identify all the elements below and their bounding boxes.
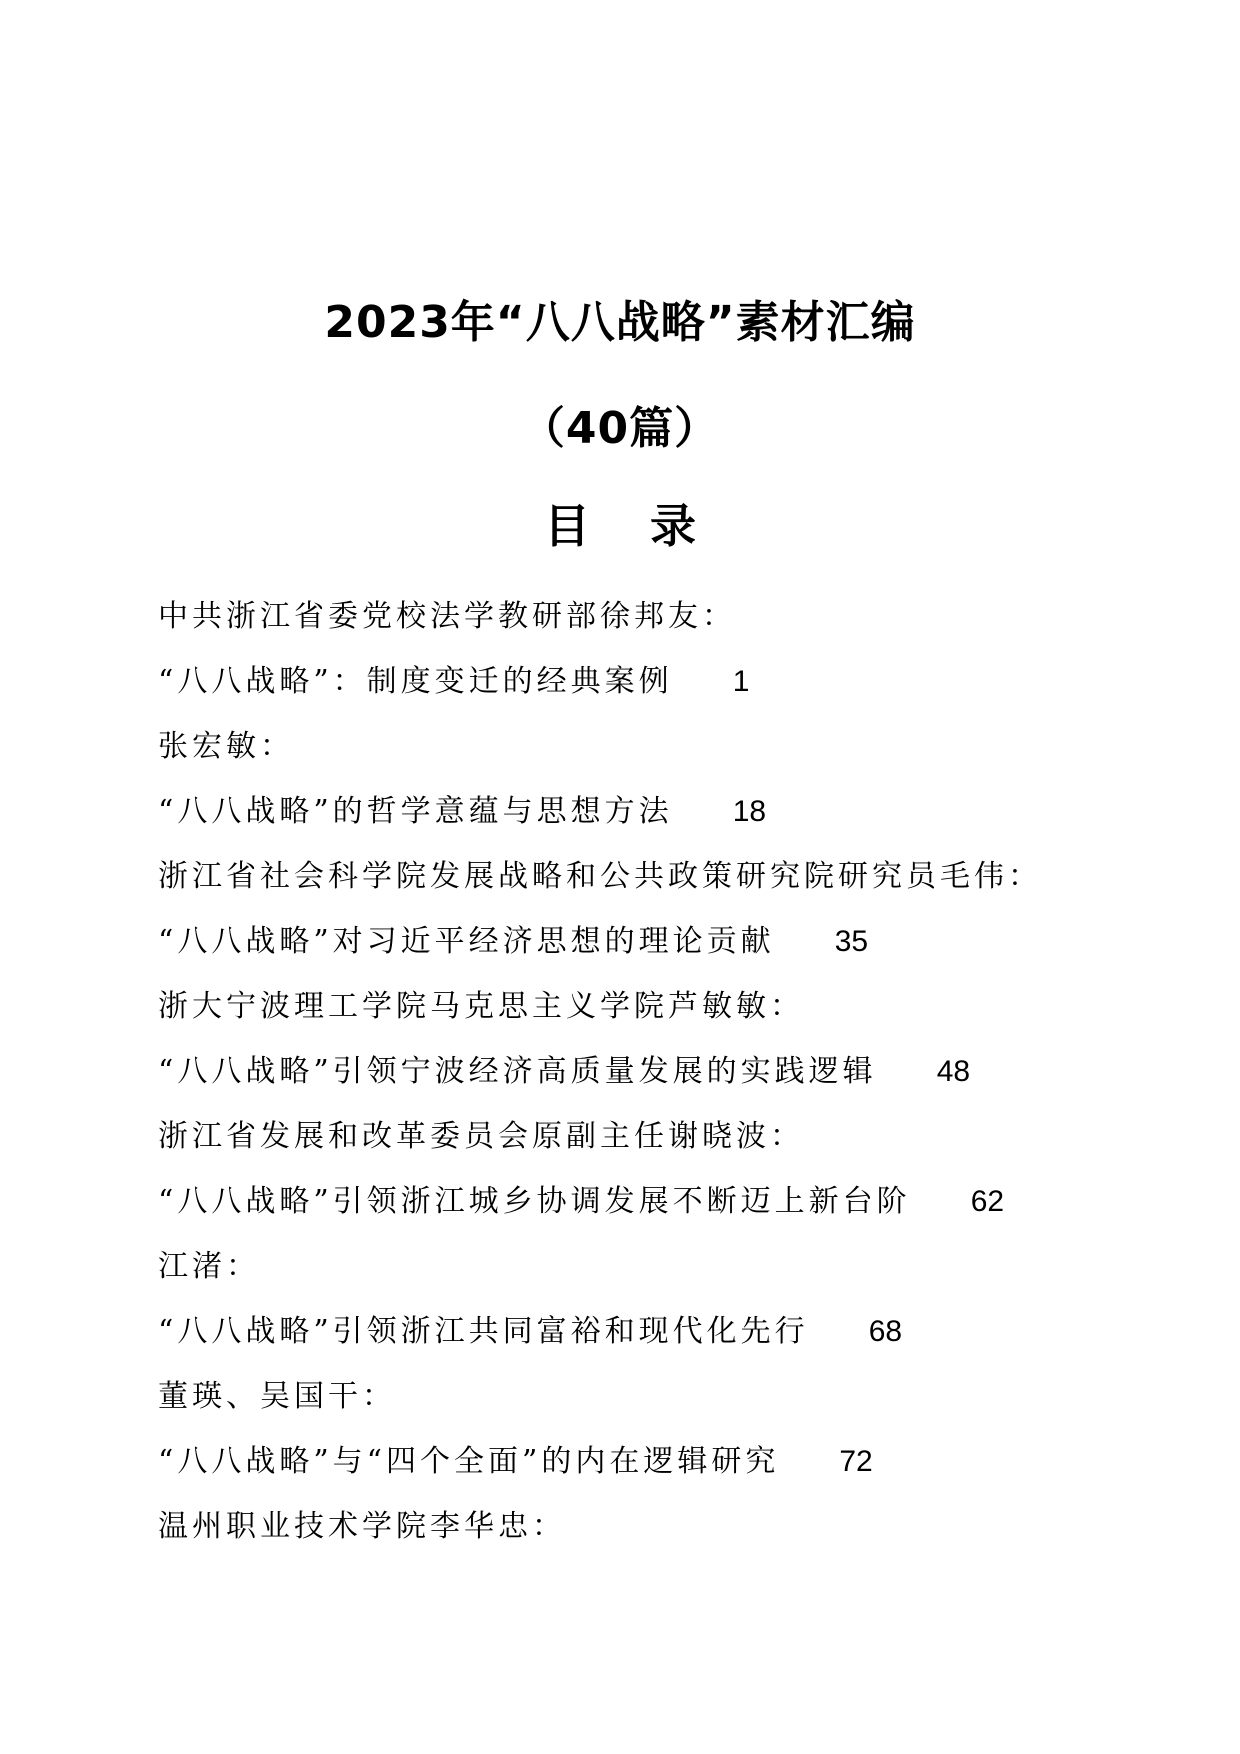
toc-author: 浙江省发展和改革委员会原副主任谢晓波：	[158, 1119, 804, 1154]
toc-entry[interactable]	[158, 1047, 1168, 1112]
document-title: 2023年“八八战略”素材汇编	[324, 297, 916, 348]
toc-entry-title: “八八战略”引领浙江共同富裕和现代化先行	[158, 1314, 809, 1349]
toc-entry[interactable]	[158, 917, 1168, 982]
toc-page-number: 18	[732, 795, 767, 828]
toc-page-number: 68	[868, 1315, 903, 1348]
toc-author: 董瑛、吴国干：	[158, 1379, 396, 1414]
toc-heading	[0, 490, 1240, 556]
toc-page-number: 72	[839, 1445, 873, 1478]
toc-entry-title: “八八战略”：制度变迁的经典案例	[158, 664, 673, 699]
toc-heading-left: 目	[544, 499, 590, 553]
document-subtitle: （40篇）	[520, 403, 720, 454]
toc-author: 温州职业技术学院李华忠：	[158, 1509, 566, 1544]
toc-entry[interactable]	[158, 1177, 1168, 1242]
toc-author: 张宏敏：	[158, 729, 294, 764]
toc-page-number: 48	[936, 1055, 971, 1088]
toc-page-number: 62	[970, 1185, 1005, 1218]
toc-entry[interactable]	[158, 657, 1168, 722]
toc-page-number: 1	[732, 665, 750, 698]
toc-page-number: 35	[834, 925, 869, 958]
toc-entry[interactable]	[158, 787, 1168, 852]
toc-entry-title: “八八战略”引领宁波经济高质量发展的实践逻辑	[158, 1054, 877, 1089]
toc-author: 中共浙江省委党校法学教研部徐邦友：	[158, 599, 736, 634]
toc-entry-title: “八八战略”对习近平经济思想的理论贡献	[158, 924, 775, 959]
toc-entry-title: “八八战略”引领浙江城乡协调发展不断迈上新台阶	[158, 1184, 911, 1219]
toc-entry-title: “八八战略”与“四个全面”的内在逻辑研究	[158, 1444, 780, 1479]
toc-entry[interactable]	[158, 1437, 1168, 1502]
toc-author: 浙江省社会科学院发展战略和公共政策研究院研究员毛伟：	[158, 859, 1042, 894]
toc-author: 江渚：	[158, 1249, 260, 1284]
toc-entry[interactable]	[158, 1307, 1168, 1372]
toc-heading-right: 录	[650, 499, 696, 553]
toc-entry-title: “八八战略”的哲学意蕴与思想方法	[158, 794, 673, 829]
toc-author: 浙大宁波理工学院马克思主义学院芦敏敏：	[158, 989, 804, 1024]
table-of-contents	[158, 592, 1168, 1567]
